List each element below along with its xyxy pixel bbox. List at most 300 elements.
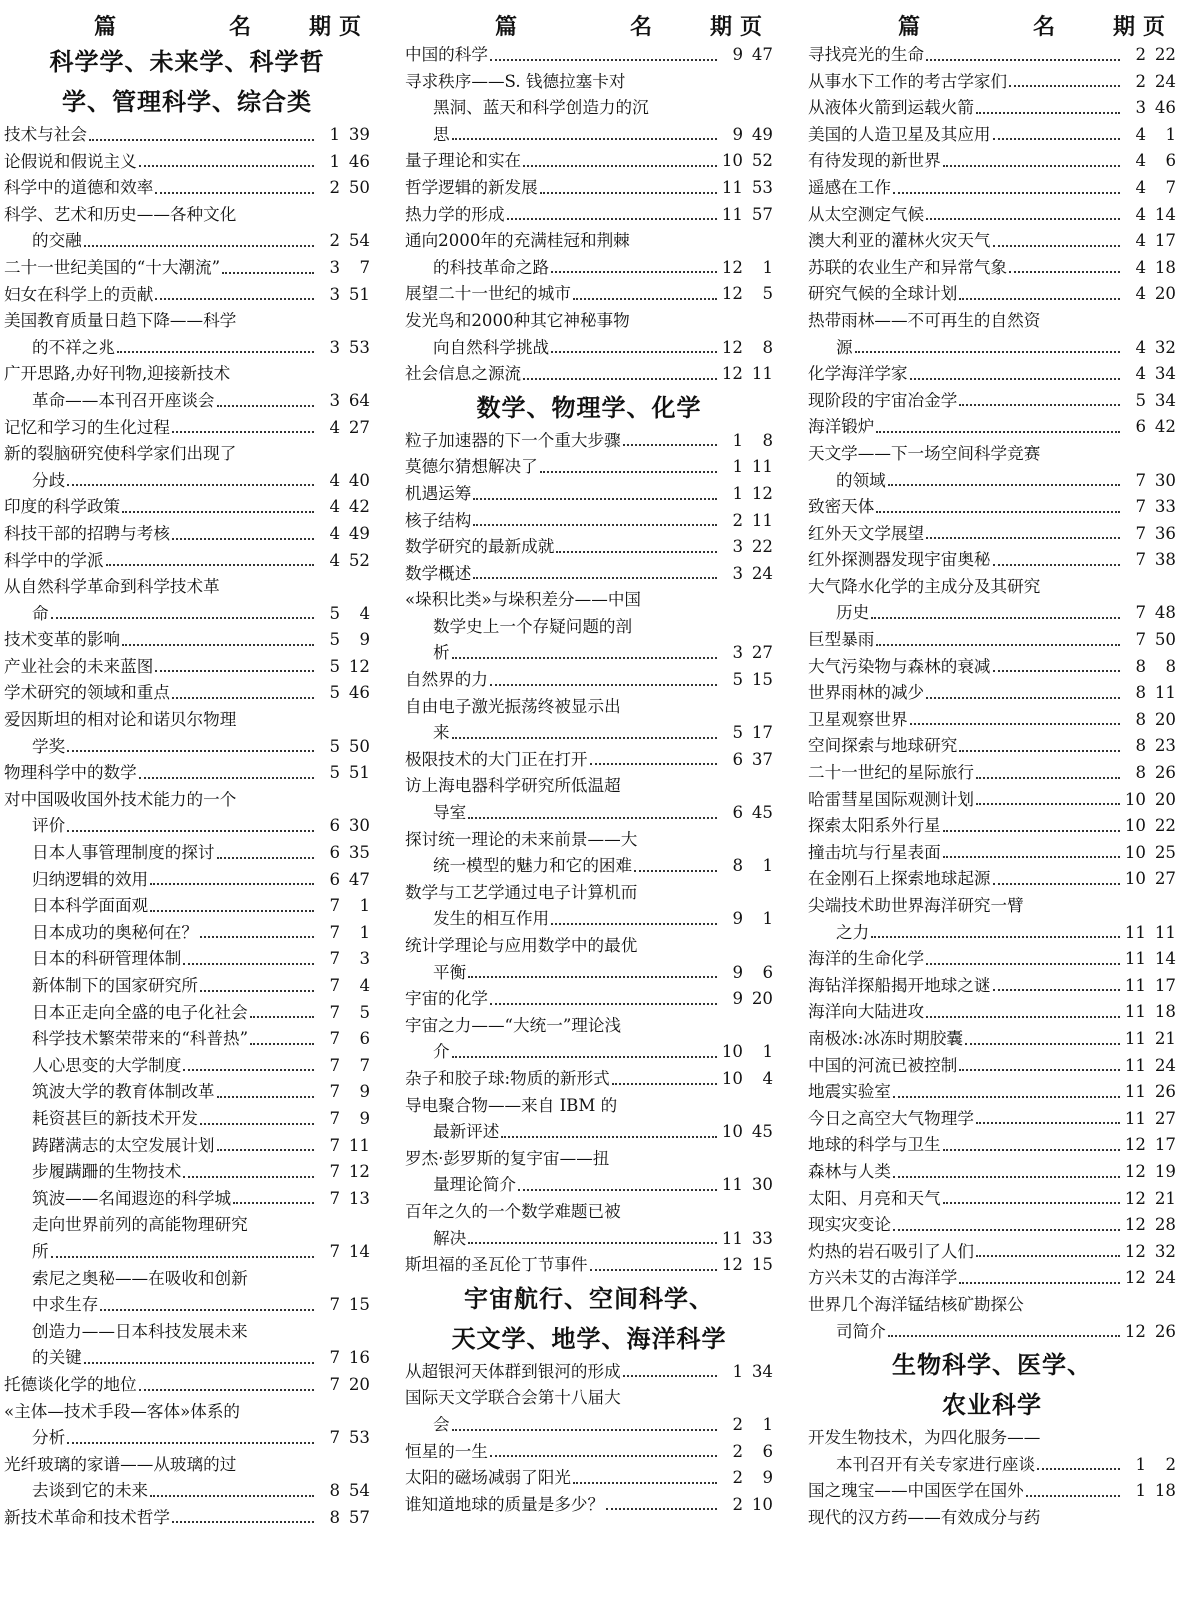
dot-leader [117, 351, 314, 353]
dot-leader [926, 963, 1120, 965]
dot-leader [540, 192, 717, 194]
entry-title: 日本成功的奥秘何在？ [32, 922, 198, 942]
dot-leader [993, 883, 1120, 885]
dot-leader [518, 1189, 717, 1191]
toc-entry [4, 1106, 370, 1133]
page-number: 54 [348, 231, 370, 251]
issue-number: 10 [721, 1042, 743, 1062]
issue-number: 11 [721, 1175, 743, 1195]
entry-list [405, 428, 773, 1279]
entry-title-line: 爱因斯坦的相对论和诺贝尔物理 [4, 710, 237, 730]
entry-row [4, 415, 370, 442]
issue-number: 6 [732, 803, 743, 823]
issue-number: 11 [1124, 922, 1146, 942]
toc-entry [808, 95, 1176, 122]
entry-row [808, 1159, 1176, 1186]
issue-number: 6 [732, 749, 743, 769]
toc-entry [808, 680, 1176, 707]
entry-row [808, 920, 1176, 947]
entry-row [405, 800, 773, 827]
toc-entry [808, 840, 1176, 867]
toc-entry [4, 1026, 370, 1053]
dot-leader [468, 1242, 717, 1244]
dot-leader [993, 670, 1120, 672]
column-header [808, 6, 1176, 42]
entry-row [405, 1172, 773, 1199]
page-number: 11 [1154, 922, 1176, 942]
dot-leader [67, 830, 314, 832]
issue-number: 7 [329, 949, 340, 969]
entry-title: 在金刚石上探索地球起源 [808, 869, 991, 889]
entry-title: 研究气候的全球计划 [808, 284, 958, 304]
entry-row [4, 228, 370, 255]
entry-title: 去谈到它的未来 [32, 1481, 149, 1501]
issue-number: 10 [721, 1068, 743, 1088]
entry-title: 海洋的生命化学 [808, 949, 925, 969]
entry-title: 的关键 [32, 1348, 82, 1368]
toc-entry [4, 1079, 370, 1106]
dot-leader [959, 1282, 1120, 1284]
issue-number: 7 [1135, 630, 1146, 650]
entry-list [405, 42, 773, 388]
toc-entry [405, 361, 773, 388]
dot-leader [490, 59, 717, 61]
entry-title: 量子理论和实在 [405, 151, 522, 171]
entry-row [808, 840, 1176, 867]
toc-entry [4, 282, 370, 309]
toc-entry [405, 561, 773, 588]
page-number: 14 [1154, 949, 1176, 969]
page-number: 20 [751, 989, 773, 1009]
entry-title: 哈雷彗星国际观测计划 [808, 789, 974, 809]
dot-leader [139, 1389, 314, 1391]
dot-leader [976, 1122, 1120, 1124]
issue-number: 9 [732, 989, 743, 1009]
entry-title-line: 国际天文学联合会第十八届大 [405, 1388, 621, 1408]
page-number: 18 [1154, 257, 1176, 277]
dot-leader [501, 1136, 717, 1138]
toc-entry [808, 547, 1176, 574]
dot-leader [623, 444, 717, 446]
entry-row [4, 1239, 370, 1266]
toc-entry [808, 1132, 1176, 1159]
issue-number: 12 [1124, 1215, 1146, 1235]
entry-title: 自然界的力 [405, 670, 488, 690]
page-number: 15 [751, 670, 773, 690]
entry-row [808, 1319, 1176, 1346]
entry-title: 斯坦福的圣瓦伦丁节事件 [405, 1255, 588, 1275]
entry-title: 红外天文学展望 [808, 523, 925, 543]
page-number: 33 [751, 1228, 773, 1248]
entry-title: 世界雨林的减少 [808, 683, 925, 703]
page-number: 24 [751, 563, 773, 583]
issue-number: 11 [1124, 1055, 1146, 1075]
toc-entry [4, 920, 370, 947]
page-number: 20 [348, 1374, 370, 1394]
issue-number: 3 [732, 643, 743, 663]
entry-title: 技术与社会 [4, 125, 87, 144]
entry-row [4, 175, 370, 202]
dot-leader [551, 351, 717, 353]
toc-entry [4, 680, 370, 707]
entry-title: 物理科学中的数学 [4, 763, 137, 783]
issue-number: 3 [1135, 98, 1146, 118]
entry-row [4, 282, 370, 309]
dot-leader [452, 657, 717, 659]
dot-leader [523, 165, 717, 167]
issue-number: 3 [329, 284, 340, 304]
issue-number: 7 [329, 896, 340, 916]
entry-row [4, 893, 370, 920]
dot-leader [540, 471, 717, 473]
header-pian: 篇 [898, 14, 921, 40]
toc-entry [808, 281, 1176, 308]
dot-leader [122, 511, 314, 513]
entry-title: 介 [433, 1042, 450, 1062]
toc-entry [4, 1399, 370, 1452]
dot-leader [606, 1508, 717, 1510]
page-number: 26 [1154, 763, 1176, 783]
issue-number: 11 [721, 204, 743, 224]
page-number: 12 [348, 656, 370, 676]
entry-title: 太阳、月亮和天气 [808, 1188, 941, 1208]
toc-entry [808, 228, 1176, 255]
toc-entry [808, 308, 1176, 361]
issue-number: 11 [1124, 949, 1146, 969]
issue-number: 1 [1135, 1454, 1146, 1474]
toc-entry [808, 733, 1176, 760]
dot-leader [976, 1255, 1120, 1257]
issue-number: 4 [1135, 284, 1146, 304]
entry-title-line: 光纤玻璃的家谱——从玻璃的过 [4, 1454, 237, 1474]
column-header [4, 6, 370, 42]
entry-row [405, 1039, 773, 1066]
toc-entry [4, 361, 370, 414]
dot-leader [89, 139, 314, 141]
entry-row [4, 335, 370, 362]
dot-leader [452, 737, 717, 739]
issue-number: 4 [1135, 257, 1146, 277]
issue-number: 5 [329, 630, 340, 650]
toc-entry [808, 69, 1176, 96]
dot-leader [222, 272, 314, 274]
issue-number: 7 [329, 1374, 340, 1394]
entry-title: 国之瑰宝——中国医学在国外 [808, 1481, 1024, 1501]
page-number: 27 [1154, 1108, 1176, 1128]
issue-number: 2 [1135, 45, 1146, 64]
page-number: 35 [348, 843, 370, 863]
dot-leader [551, 271, 717, 273]
entry-row [4, 1079, 370, 1106]
dot-leader [473, 498, 717, 500]
toc-entry [405, 42, 773, 69]
entry-title: 中国的河流已被控制 [808, 1055, 958, 1075]
toc-entry [4, 1212, 370, 1265]
dot-leader [893, 192, 1120, 194]
page-number: 19 [1154, 1161, 1176, 1181]
entry-title: 筑波——名闻遐迩的科学城 [32, 1188, 232, 1208]
dot-leader [943, 165, 1120, 167]
page-number: 42 [1154, 417, 1176, 437]
entry-row [4, 1372, 370, 1399]
entry-title: 地震实验室 [808, 1082, 891, 1102]
issue-number: 10 [1124, 842, 1146, 862]
page-number: 17 [1154, 1135, 1176, 1155]
dot-leader [1009, 271, 1120, 273]
issue-number: 4 [1135, 204, 1146, 224]
dot-leader [183, 963, 314, 965]
entry-title: 二十一世纪的星际旅行 [808, 763, 974, 783]
entry-title: 思 [433, 124, 450, 144]
entry-row [4, 1026, 370, 1053]
page-number: 9 [359, 1108, 370, 1128]
page-number: 30 [1154, 470, 1176, 490]
toc-entry [405, 1465, 773, 1492]
entry-title: 印度的科学政策 [4, 497, 121, 517]
entry-list [4, 122, 370, 1531]
entry-title: 学术研究的领域和重点 [4, 683, 170, 703]
entry-row [405, 42, 773, 69]
issue-number: 2 [732, 1441, 743, 1461]
toc-entry [4, 441, 370, 494]
issue-number: 8 [1135, 709, 1146, 729]
entry-title-line: 发光鸟和2000种其它神秘事物 [405, 310, 630, 330]
entry-title: 新技术革命和技术哲学 [4, 1507, 170, 1527]
entry-title: 日本正走向全盛的电子化社会 [32, 1002, 248, 1022]
issue-number: 7 [329, 1108, 340, 1128]
toc-entry [405, 148, 773, 175]
dot-leader [150, 910, 314, 912]
toc-entry [808, 414, 1176, 441]
header-ye: 页 [1143, 14, 1166, 40]
entry-title: 哲学逻辑的新发展 [405, 177, 538, 197]
entry-row [405, 720, 773, 747]
dot-leader [200, 1123, 314, 1125]
dot-leader [573, 1482, 717, 1484]
entry-row [405, 1412, 773, 1439]
entry-row [808, 680, 1176, 707]
dot-leader [122, 644, 314, 646]
issue-number: 2 [732, 510, 743, 530]
issue-number: 9 [732, 124, 743, 144]
header-ye: 页 [339, 14, 362, 40]
section-heading: 科学学、未来学、科学哲 [49, 47, 325, 76]
entry-row [808, 733, 1176, 760]
dot-leader [573, 298, 717, 300]
dot-leader [155, 192, 314, 194]
toc-entry [405, 454, 773, 481]
issue-number: 11 [721, 1228, 743, 1248]
page-number: 22 [1154, 45, 1176, 64]
entry-row [405, 1252, 773, 1279]
entry-title: 展望二十一世纪的城市 [405, 284, 571, 304]
entry-title: 之力 [836, 922, 870, 942]
page-number: 12 [348, 1162, 370, 1182]
toc-entry [4, 946, 370, 973]
dot-leader [943, 1202, 1120, 1204]
page-number: 1 [762, 1042, 773, 1062]
dot-leader [507, 218, 717, 220]
entry-title: 从太空测定气候 [808, 204, 925, 224]
entry-title: 社会信息之源流 [405, 364, 522, 384]
issue-number: 5 [329, 763, 340, 783]
issue-number: 4 [329, 470, 340, 490]
entry-title: 的不祥之兆 [32, 337, 115, 357]
entry-title: 本刊召开有关专家进行座谈 [836, 1454, 1036, 1474]
entry-title: 的交融 [32, 231, 82, 251]
entry-title: 海洋锻炉 [808, 417, 875, 437]
issue-number: 9 [732, 909, 743, 929]
issue-number: 12 [1124, 1241, 1146, 1261]
entry-row [808, 1212, 1176, 1239]
header-ming: 名 [229, 14, 252, 40]
entry-title: 会 [433, 1414, 450, 1434]
entry-title: 从事水下工作的考古学家们 [808, 71, 1008, 91]
entry-title-line: 索尼之奥秘——在吸收和创新 [32, 1268, 248, 1288]
page-number: 6 [359, 1029, 370, 1049]
page-number: 11 [751, 457, 773, 477]
issue-number: 8 [329, 1481, 340, 1501]
entry-row [405, 1492, 773, 1519]
entry-row [4, 840, 370, 867]
toc-entry [808, 122, 1176, 149]
entry-title-line: 自由电子激光振荡终被显示出 [405, 696, 621, 716]
entry-row [405, 255, 773, 282]
toc-entry [808, 1265, 1176, 1292]
page-number: 2 [1165, 1454, 1176, 1474]
issue-number: 1 [329, 125, 340, 144]
entry-row [4, 1133, 370, 1160]
entry-row [808, 1452, 1176, 1479]
toc-entry [4, 1133, 370, 1160]
issue-number: 9 [732, 45, 743, 64]
toc-entry [808, 707, 1176, 734]
toc-entry [405, 534, 773, 561]
page-number: 16 [348, 1348, 370, 1368]
page-number: 6 [762, 1441, 773, 1461]
dot-leader [51, 617, 314, 619]
entry-title-line: 寻求秩序——S. 钱德拉塞卡对 [405, 71, 626, 91]
issue-number: 4 [1135, 337, 1146, 357]
page-number: 33 [1154, 497, 1176, 517]
dot-leader [452, 1429, 717, 1431]
issue-number: 1 [329, 151, 340, 171]
toc-entry [4, 1372, 370, 1399]
entry-title: 粒子加速器的下一个重大步骤 [405, 430, 621, 450]
dot-leader [51, 1256, 314, 1258]
entry-row [808, 1079, 1176, 1106]
dot-leader [590, 1269, 717, 1271]
dot-leader [888, 1335, 1120, 1337]
toc-entry [405, 667, 773, 694]
dot-leader [490, 684, 717, 686]
issue-number: 5 [329, 736, 340, 756]
page-number: 1 [762, 257, 773, 277]
entry-row [808, 175, 1176, 202]
entry-title: 筑波大学的教育体制改革 [32, 1082, 215, 1102]
section-heading: 学、管理科学、综合类 [62, 87, 312, 116]
toc-entry [808, 973, 1176, 1000]
toc-entry [4, 973, 370, 1000]
issue-number: 7 [1135, 497, 1146, 517]
page-number: 8 [762, 337, 773, 357]
dot-leader [976, 803, 1120, 805]
entry-row [405, 986, 773, 1013]
dot-leader [150, 1495, 314, 1497]
page-number: 27 [1154, 869, 1176, 889]
issue-number: 5 [1135, 390, 1146, 410]
toc-entry [4, 308, 370, 361]
entry-row [4, 867, 370, 894]
entry-title: 空间探索与地球研究 [808, 736, 958, 756]
page-number: 47 [751, 45, 773, 64]
toc-entry [808, 813, 1176, 840]
page-number: 11 [348, 1135, 370, 1155]
entry-row [405, 1226, 773, 1253]
entry-row [405, 960, 773, 987]
entry-title: 日本的科研管理体制 [32, 949, 182, 969]
dot-leader [139, 777, 314, 779]
section-heading: 农业科学 [942, 1390, 1042, 1420]
entry-title: 遥感在工作 [808, 177, 891, 197]
page-number: 23 [1154, 736, 1176, 756]
issue-number: 12 [721, 257, 743, 277]
issue-number: 12 [1124, 1188, 1146, 1208]
entry-title-line: 黑洞、蓝天和科学创造力的沉 [433, 98, 649, 118]
page-number: 30 [751, 1175, 773, 1195]
entry-title: 莫德尔猜想解决了 [405, 457, 538, 477]
entry-row [4, 388, 370, 415]
issue-number: 12 [721, 337, 743, 357]
toc-entry [4, 1053, 370, 1080]
entry-row [405, 335, 773, 362]
toc-entry [808, 1425, 1176, 1478]
toc-entry [405, 1093, 773, 1146]
entry-title: 红外探测器发现宇宙奥秘 [808, 550, 991, 570]
header-ming: 名 [1033, 14, 1056, 40]
toc-entry [808, 654, 1176, 681]
page-number: 37 [751, 749, 773, 769]
page-number: 7 [359, 257, 370, 277]
issue-number: 5 [329, 603, 340, 623]
entry-row [808, 813, 1176, 840]
issue-number: 6 [1135, 417, 1146, 437]
dot-leader [926, 218, 1120, 220]
dot-leader [943, 856, 1120, 858]
page-number: 11 [751, 364, 773, 384]
toc-entry [808, 1159, 1176, 1186]
issue-number: 11 [1124, 1082, 1146, 1102]
dot-leader [84, 245, 314, 247]
toc-entry [4, 654, 370, 681]
page-number: 52 [751, 151, 773, 171]
entry-title: 发生的相互作用 [433, 909, 550, 929]
entry-title: 归纳逻辑的效用 [32, 869, 149, 889]
dot-leader [556, 551, 717, 553]
issue-number: 4 [329, 497, 340, 517]
issue-number: 4 [329, 550, 340, 570]
toc-entry [405, 1146, 773, 1199]
entry-title: 导室 [433, 803, 467, 823]
dot-leader [623, 1375, 717, 1377]
entry-title: 南极冰:冰冻时期胶囊 [808, 1028, 963, 1048]
page-number: 39 [348, 125, 370, 144]
issue-number: 10 [721, 151, 743, 171]
issue-number: 8 [1135, 763, 1146, 783]
header-qi: 期 [1113, 14, 1136, 40]
toc-entry [4, 1000, 370, 1027]
page-number: 38 [1154, 550, 1176, 570]
